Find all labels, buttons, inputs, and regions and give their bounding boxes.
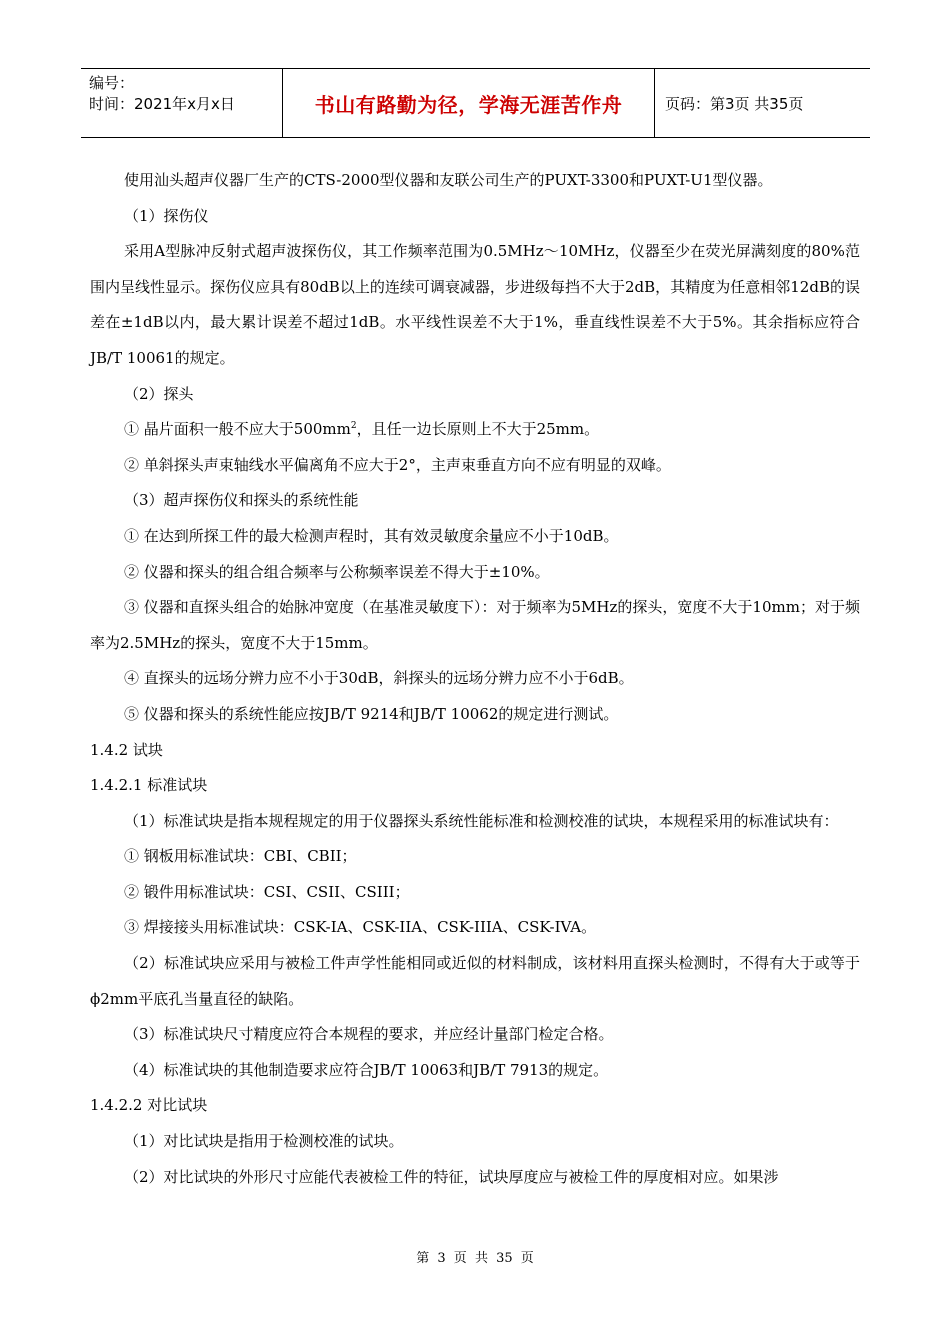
- paragraph: ③ 仪器和直探头组合的始脉冲宽度（在基准灵敏度下）：对于频率为5MHz的探头，宽度不大于10mm；对于频率为2.5MHz的探头，宽度不大于15mm。: [90, 598, 860, 652]
- paragraph: （1）对比试块是指用于检测校准的试块。: [124, 1132, 404, 1151]
- document-body: [90, 163, 860, 1195]
- paragraph: [90, 412, 860, 448]
- paragraph: ② 单斜探头声束轴线水平偏离角不应大于2°，主声束垂直方向不应有明显的双峰。: [124, 455, 671, 474]
- footer-page-number: 3: [437, 1251, 446, 1266]
- paragraph: ② 仪器和探头的组合组合频率与公称频率误差不得大于±10%。: [124, 562, 550, 581]
- footer-di: 第: [416, 1251, 430, 1266]
- paragraph: ⑤ 仪器和探头的系统性能应按JB/T 9214和JB/T 10062的规定进行测试。: [124, 704, 619, 723]
- paragraph: （2）对比试块的外形尺寸应能代表被检工件的特征，试块厚度应与被检工件的厚度相对应。如果涉: [124, 1167, 779, 1186]
- paragraph: ① 钢板用标准试块：CBI、CBII；: [124, 847, 357, 866]
- footer-ye: 页: [453, 1251, 467, 1266]
- header-motto: 书山有路勤为径，学海无涯苦作舟: [282, 69, 655, 137]
- paragraph-text: ① 晶片面积一般不应大于500mm: [124, 420, 351, 439]
- paragraph: （2）标准试块应采用与被检工件声学性能相同或近似的材料制成，该材料用直探头检测时，不得有大于或等于 ϕ2mm平底孔当量直径的缺陷。: [90, 954, 860, 1008]
- header-meta: [81, 69, 282, 137]
- paragraph: （3）超声探伤仪和探头的系统性能: [124, 491, 359, 510]
- paragraph: ① 在达到所探工件的最大检测声程时，其有效灵敏度余量应不小于10dB。: [124, 526, 619, 545]
- paragraph: ④ 直探头的远场分辨力应不小于30dB，斜探头的远场分辨力应不小于6dB。: [124, 669, 634, 688]
- page-header: [81, 68, 870, 138]
- paragraph: 采用A型脉冲反射式超声波探伤仪，其工作频率范围为0.5MHz～10MHz，仪器至少在荧光屏满刻度的80%范围内呈线性显示。探伤仪应具有80dB以上的连续可调衰减器，步进级每挡不大于2dB，其精度为任意相邻12dB的误差在±1dB以内，最大累计误差不超过1dB。水平线性误差不大于1%，垂直线性误差不大于5%。其余指标应符合JB/T 10061的规定。: [90, 242, 860, 367]
- superscript: 2: [350, 421, 357, 432]
- paragraph: （2）探头: [124, 384, 194, 403]
- paragraph: （4）标准试块的其他制造要求应符合JB/T 10063和JB/T 7913的规定。: [124, 1060, 609, 1079]
- paragraph: 使用汕头超声仪器厂生产的CTS-2000型仪器和友联公司生产的PUXT-3300和PUXT-U1型仪器。: [124, 171, 773, 189]
- footer-total-pages: 35: [496, 1251, 513, 1266]
- paragraph: （1）标准试块是指本规程规定的用于仪器探头系统性能标准和检测校准的试块，本规程采用的标准试块有：: [124, 811, 839, 830]
- section-heading: 1.4.2 试块: [90, 740, 163, 759]
- footer-gong: 共: [474, 1251, 488, 1266]
- paragraph-text: ，且任一边长原则上不大于25mm。: [356, 420, 600, 439]
- header-page-info: 页码：第3页 共35页: [665, 94, 804, 113]
- paragraph: ③ 焊接接头用标准试块：CSK-IA、CSK-IIA、CSK-IIIA、CSK-IVA。: [124, 918, 597, 937]
- document-number-label: 编号：: [89, 74, 135, 92]
- paragraph: ② 锻件用标准试块：CSI、CSII、CSIII；: [124, 882, 410, 901]
- paragraph: （3）标准试块尺寸精度应符合本规程的要求，并应经计量部门检定合格。: [124, 1025, 614, 1044]
- page-footer: [0, 1247, 950, 1266]
- section-heading: 1.4.2.1 标准试块: [90, 776, 208, 795]
- document-time-label: 时间：2021年x月x日: [89, 95, 235, 113]
- section-heading: 1.4.2.2 对比试块: [90, 1096, 208, 1115]
- paragraph: （1）探伤仪: [124, 206, 209, 225]
- footer-ye: 页: [520, 1251, 534, 1266]
